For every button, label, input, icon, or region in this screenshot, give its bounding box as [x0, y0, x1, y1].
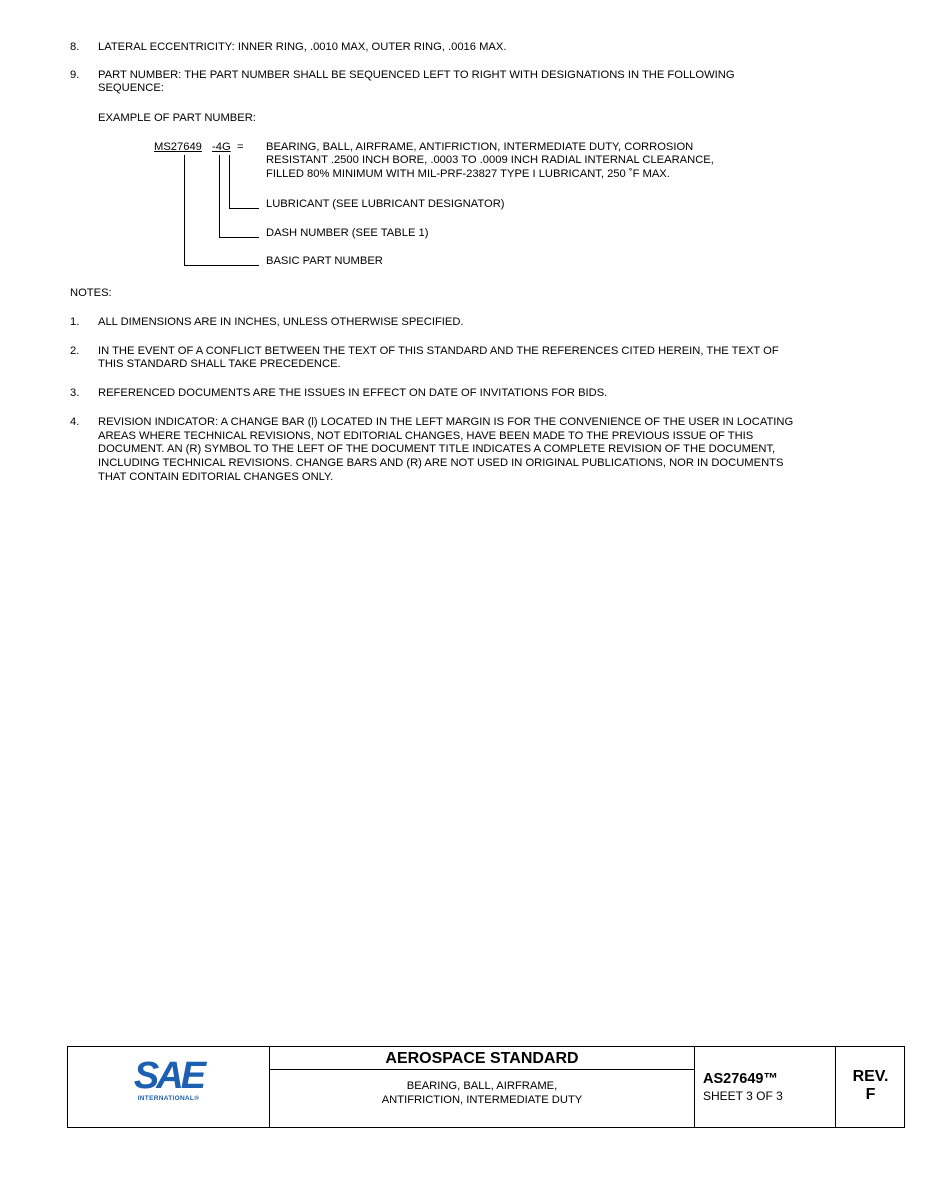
leader-line-lube-h — [229, 208, 259, 209]
note-number: 4. — [70, 416, 80, 428]
note-line: REFERENCED DOCUMENTS ARE THE ISSUES IN EFFECT ON DATE OF INVITATIONS FOR BIDS. — [98, 387, 608, 399]
title-divider — [270, 1069, 694, 1070]
note-number: 3. — [70, 387, 80, 399]
description-line: BEARING, BALL, AIRFRAME, ANTIFRICTION, INTERMEDIATE DUTY, CORROSION — [266, 141, 694, 153]
leader-line-basic-h — [184, 265, 259, 266]
note-number: 2. — [70, 345, 80, 357]
sae-logo-registered: ® — [194, 1095, 200, 1102]
note-line: DOCUMENT. AN (R) SYMBOL TO THE LEFT OF THE DOCUMENT TITLE INDICATES A COMPLETE REVISION OF THE DOCUMENT, — [98, 443, 776, 455]
callout-dash-number: DASH NUMBER (SEE TABLE 1) — [266, 227, 429, 239]
callout-lubricant: LUBRICANT (SEE LUBRICANT DESIGNATOR) — [266, 198, 505, 210]
item-number: 9. — [70, 69, 80, 81]
note-line: ALL DIMENSIONS ARE IN INCHES, UNLESS OTHERWISE SPECIFIED. — [98, 316, 464, 328]
note-line: THIS STANDARD SHALL TAKE PRECEDENCE. — [98, 358, 341, 370]
leader-line-dash — [219, 155, 220, 237]
title-block — [67, 1046, 905, 1128]
dash-part-number-text: -4G — [212, 141, 231, 153]
sae-logo-text — [68, 1095, 269, 1103]
doc-number: AS27649™ — [703, 1071, 778, 1087]
note-number: 1. — [70, 316, 80, 328]
equals-sign: = — [237, 141, 244, 153]
notes-heading: NOTES: — [70, 287, 112, 299]
standard-heading: AEROSPACE STANDARD — [385, 1050, 579, 1067]
note-line: INCLUDING TECHNICAL REVISIONS. CHANGE BARS AND (R) ARE NOT USED IN ORIGINAL PUBLICATIONS, NOR IN DOCUMENTS — [98, 457, 784, 469]
note-line: IN THE EVENT OF A CONFLICT BETWEEN THE TEXT OF THIS STANDARD AND THE REFERENCES CITED HEREIN, THE TEXT OF — [98, 345, 779, 357]
item-number: 8. — [70, 41, 80, 53]
title-line: ANTIFRICTION, INTERMEDIATE DUTY — [381, 1094, 583, 1106]
note-line: REVISION INDICATOR: A CHANGE BAR (l) LOCATED IN THE LEFT MARGIN IS FOR THE CONVENIENCE OF THE USER IN LOCATING — [98, 416, 794, 428]
sheet-number: SHEET 3 OF 3 — [703, 1089, 783, 1103]
leader-line-lube — [229, 155, 230, 208]
item-text: LATERAL ECCENTRICITY: INNER RING, .0010 MAX, OUTER RING, .0016 MAX. — [98, 41, 507, 53]
title-cell — [269, 1047, 694, 1127]
note-line: AREAS WHERE TECHNICAL REVISIONS, NOT EDITORIAL CHANGES, HAVE BEEN MADE TO THE PREVIOUS ISSUE OF THIS — [98, 430, 754, 442]
doc-number-cell — [694, 1047, 835, 1127]
item-text-line: SEQUENCE: — [98, 82, 164, 94]
item-text-line: PART NUMBER: THE PART NUMBER SHALL BE SEQUENCED LEFT TO RIGHT WITH DESIGNATIONS IN THE FOLLOWING — [98, 69, 735, 81]
description-line: RESISTANT .2500 INCH BORE, .0003 TO .0009 INCH RADIAL INTERNAL CLEARANCE, — [266, 154, 714, 166]
note-line: THAT CONTAIN EDITORIAL CHANGES ONLY. — [98, 471, 334, 483]
basic-part-number: MS27649 — [154, 141, 202, 153]
rev-label: REV. — [852, 1068, 889, 1085]
revision-cell — [835, 1047, 905, 1127]
sae-logo-mark: SAE — [133, 1055, 204, 1097]
leader-line-basic — [184, 155, 185, 265]
title-line: BEARING, BALL, AIRFRAME, — [406, 1080, 558, 1092]
description-line: FILLED 80% MINIMUM WITH MIL-PRF-23827 TYPE I LUBRICANT, 250 ˚F MAX. — [266, 168, 670, 180]
callout-basic-part: BASIC PART NUMBER — [266, 255, 383, 267]
dash-part-number — [212, 141, 231, 154]
rev-value: F — [865, 1086, 876, 1103]
sae-logo — [68, 1047, 269, 1127]
leader-line-dash-h — [219, 237, 259, 238]
example-heading: EXAMPLE OF PART NUMBER: — [98, 112, 256, 124]
sae-logo-sub: INTERNATIONAL — [137, 1095, 195, 1102]
